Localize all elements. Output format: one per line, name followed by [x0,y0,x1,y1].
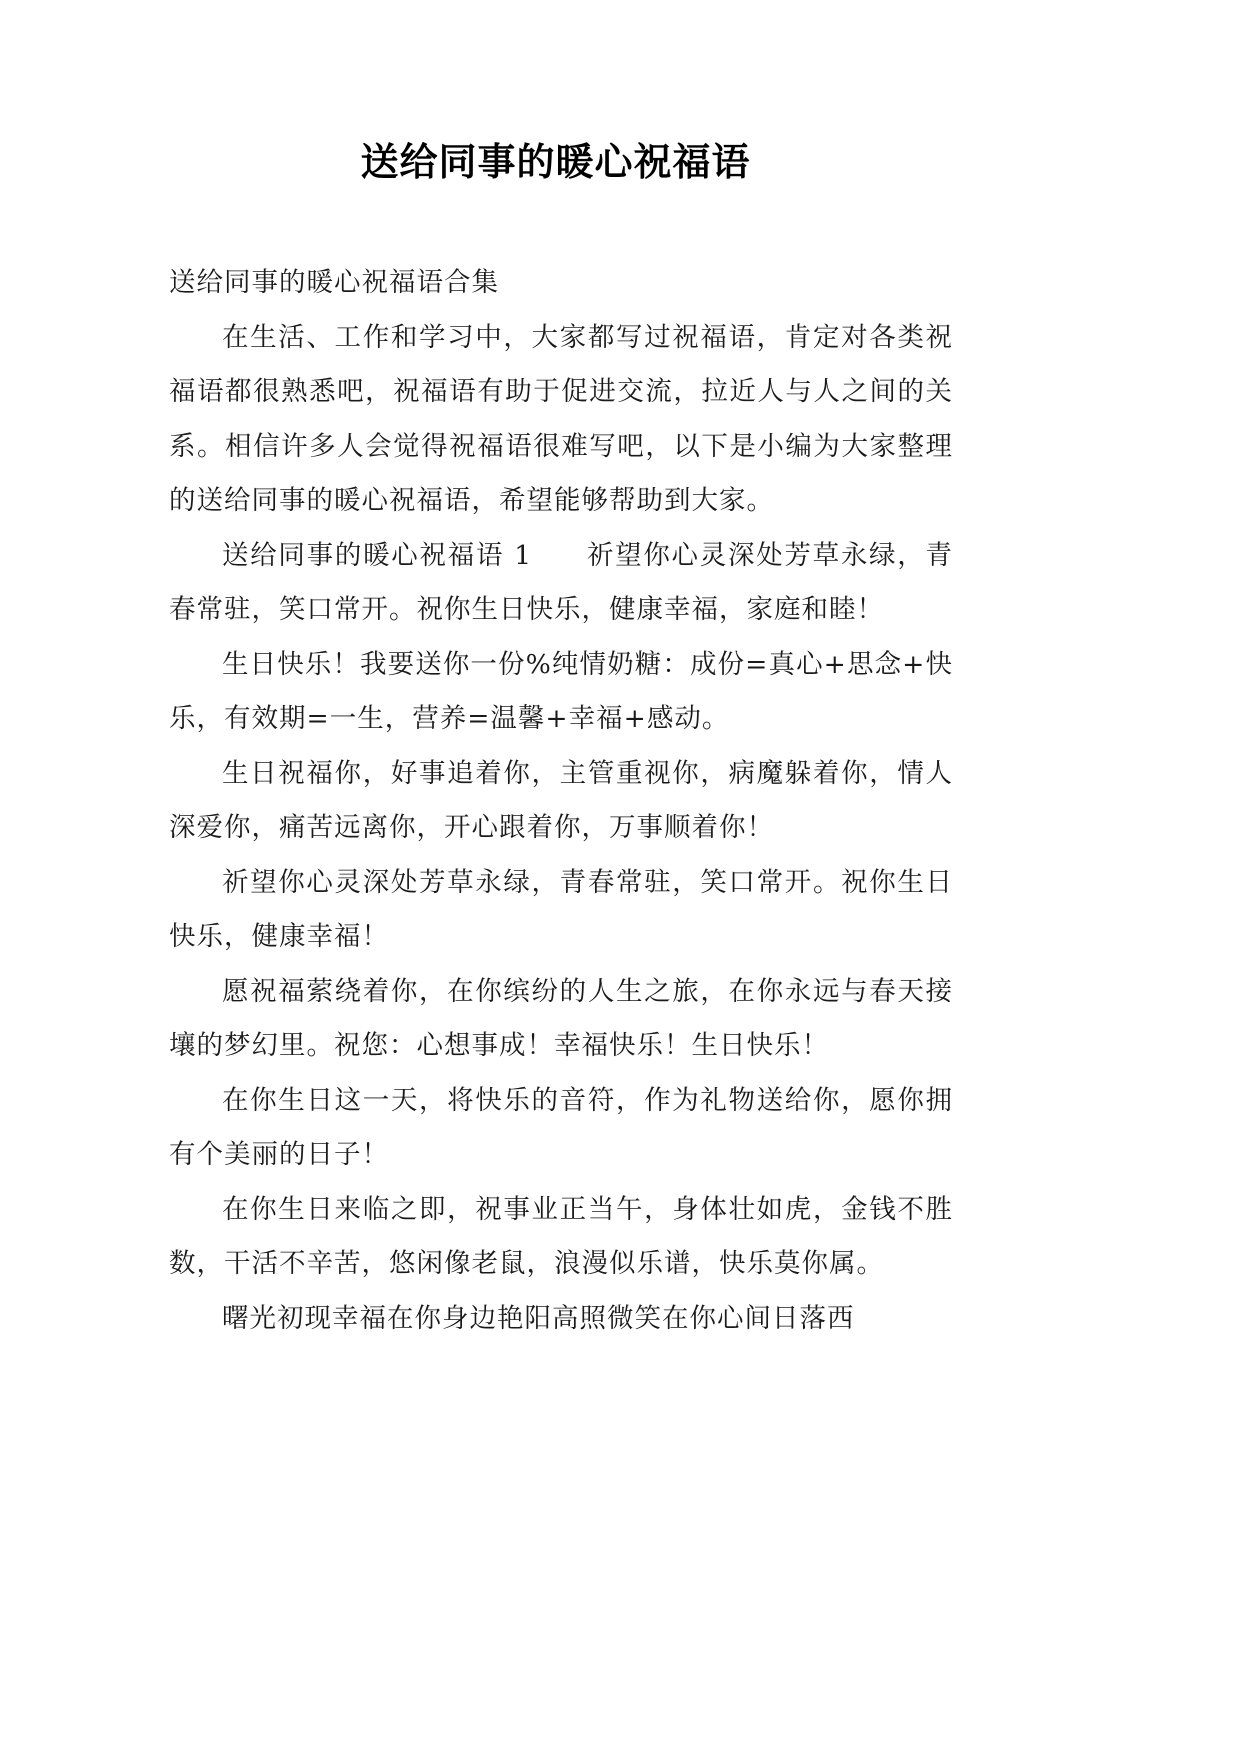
blessing-paragraph: 在你生日来临之即，祝事业正当午，身体壮如虎，金钱不胜数，干活不辛苦，悠闲像老鼠，浪漫似乐谱，快乐莫你属。 [169,1193,953,1279]
section-heading: 送给同事的暖心祝福语 1 [222,539,533,571]
section-first-text: 祈望你心灵深处芳草永绿，青春常驻，笑口常开。祝你生日快乐，健康幸福，家庭和睦！ [169,539,953,625]
blessing-paragraph: 生日祝福你，好事追着你，主管重视你，病魔躲着你，情人深爱你，痛苦远离你，开心跟着你，万事顺着你！ [169,757,953,843]
blessing-paragraph: 在你生日这一天，将快乐的音符，作为礼物送给你，愿你拥有个美丽的日子！ [169,1084,953,1170]
document-subtitle: 送给同事的暖心祝福语合集 [169,267,499,298]
intro-paragraph: 在生活、工作和学习中，大家都写过祝福语，肯定对各类祝福语都很熟悉吧，祝福语有助于促进交流，拉近人与人之间的关系。相信许多人会觉得祝福语很难写吧，以下是小编为大家整理的送给同事的暖心祝福语，希望能够帮助到大家。 [169,321,953,516]
blessing-paragraph: 愿祝福萦绕着你，在你缤纷的人生之旅，在你永远与春天接壤的梦幻里。祝您：心想事成！幸福快乐！生日快乐！ [169,975,953,1061]
section-paragraph [169,529,953,638]
blessing-paragraph: 祈望你心灵深处芳草永绿，青春常驻，笑口常开。祝你生日快乐，健康幸福！ [169,866,953,952]
document-body [169,256,953,1346]
blessing-paragraph: 生日快乐！我要送你一份%纯情奶糖：成份=真心+思念+快乐，有效期=一生，营养=温馨+幸福+感动。 [169,648,953,734]
document-title: 送给同事的暖心祝福语 [360,139,751,184]
blessing-paragraph: 曙光初现幸福在你身边艳阳高照微笑在你心间日落西 [222,1302,855,1334]
